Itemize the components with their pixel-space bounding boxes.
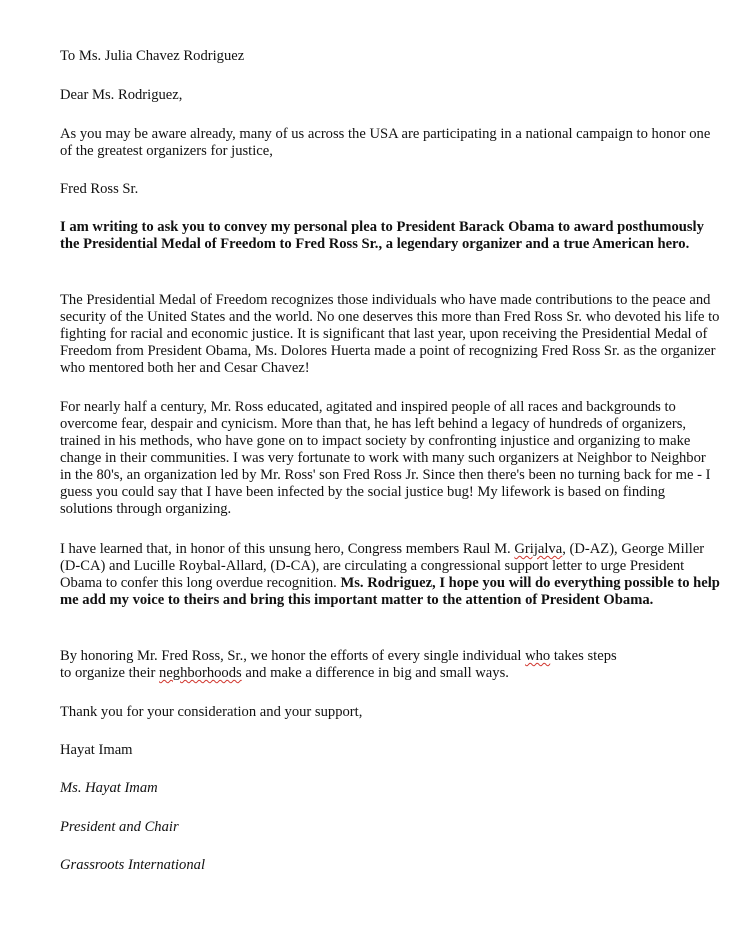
misspelled-word-neghborhoods: neghborhoods xyxy=(159,665,242,681)
congress-bold-request: Ms. Rodriguez, I hope you will do everything possible to help me add my voice to theirs and bring this important matter to the attention of President Obama. xyxy=(60,575,720,608)
thanks-line: Thank you for your consideration and your support, xyxy=(60,704,363,720)
honoree-line: Fred Ross Sr. xyxy=(60,181,139,197)
medal-paragraph: The Presidential Medal of Freedom recognizes those individuals who have made contributions to the peace and security of the United States and the world. No one deserves this more than Fred Ross Sr. who devoted his life to fighting for racial and economic justice. It is significant that last year, upon receiving the Presidential Medal of Freedom from President Obama, Ms. Dolores Huerta made a point of recognizing Fred Ross Sr. as the organizer who mentored both her and Cesar Chavez! xyxy=(60,292,720,376)
honoring-text-1: By honoring Mr. Fred Ross, Sr., we honor the efforts of every single individual xyxy=(60,648,526,664)
honoring-text-2: takes steps xyxy=(550,648,617,664)
signature-line: Hayat Imam xyxy=(60,742,133,758)
recipient-line: To Ms. Julia Chavez Rodriguez xyxy=(60,48,245,64)
signer-name: Ms. Hayat Imam xyxy=(60,780,158,796)
honoring-paragraph xyxy=(60,648,720,682)
intro-paragraph: As you may be aware already, many of us across the USA are participating in a national campaign to honor one of the greatest organizers for justice, xyxy=(60,126,711,159)
signer-organization: Grassroots International xyxy=(60,857,206,873)
misspelled-word-grijalva: Grijalva xyxy=(514,541,563,557)
plea-paragraph: I am writing to ask you to convey my personal plea to President Barack Obama to award posthumously the Presidential Medal of Freedom to Fred Ross Sr., a legendary organizer and a true American hero. xyxy=(60,219,704,252)
history-paragraph: For nearly half a century, Mr. Ross educated, agitated and inspired people of all races and backgrounds to overcome fear, despair and cynicism. More than that, he has left behind a legacy of hundreds of organizers, trained in his methods, who have gone on to impact society by confronting injustice and organizing to make change in their communities. I was very fortunate to work with many such organizers at Neighbor to Neighbor in the 80's, an organization led by Mr. Ross' son Fred Ross Jr. Since then there's been no turning back for me - I guess you could say that I have been infected by the social justice bug! My lifework is based on finding solutions through organizing. xyxy=(60,399,711,517)
congress-text-1: I have learned that, in honor of this unsung hero, Congress members Raul M. xyxy=(60,541,515,557)
salutation: Dear Ms. Rodriguez, xyxy=(60,87,183,103)
congress-paragraph xyxy=(60,541,720,609)
honoring-text-3: to organize their xyxy=(60,665,160,681)
signer-title: President and Chair xyxy=(60,819,179,835)
congress-text-2: , (D-AZ), George Miller (D-CA) and Lucille Roybal-Allard, (D-CA), are circulating a congressional support letter to urge President Obama to confer this long overdue recognition. xyxy=(60,541,705,591)
misspelled-word-who: who xyxy=(525,648,551,664)
honoring-text-4: and make a difference in big and small ways. xyxy=(241,665,509,681)
